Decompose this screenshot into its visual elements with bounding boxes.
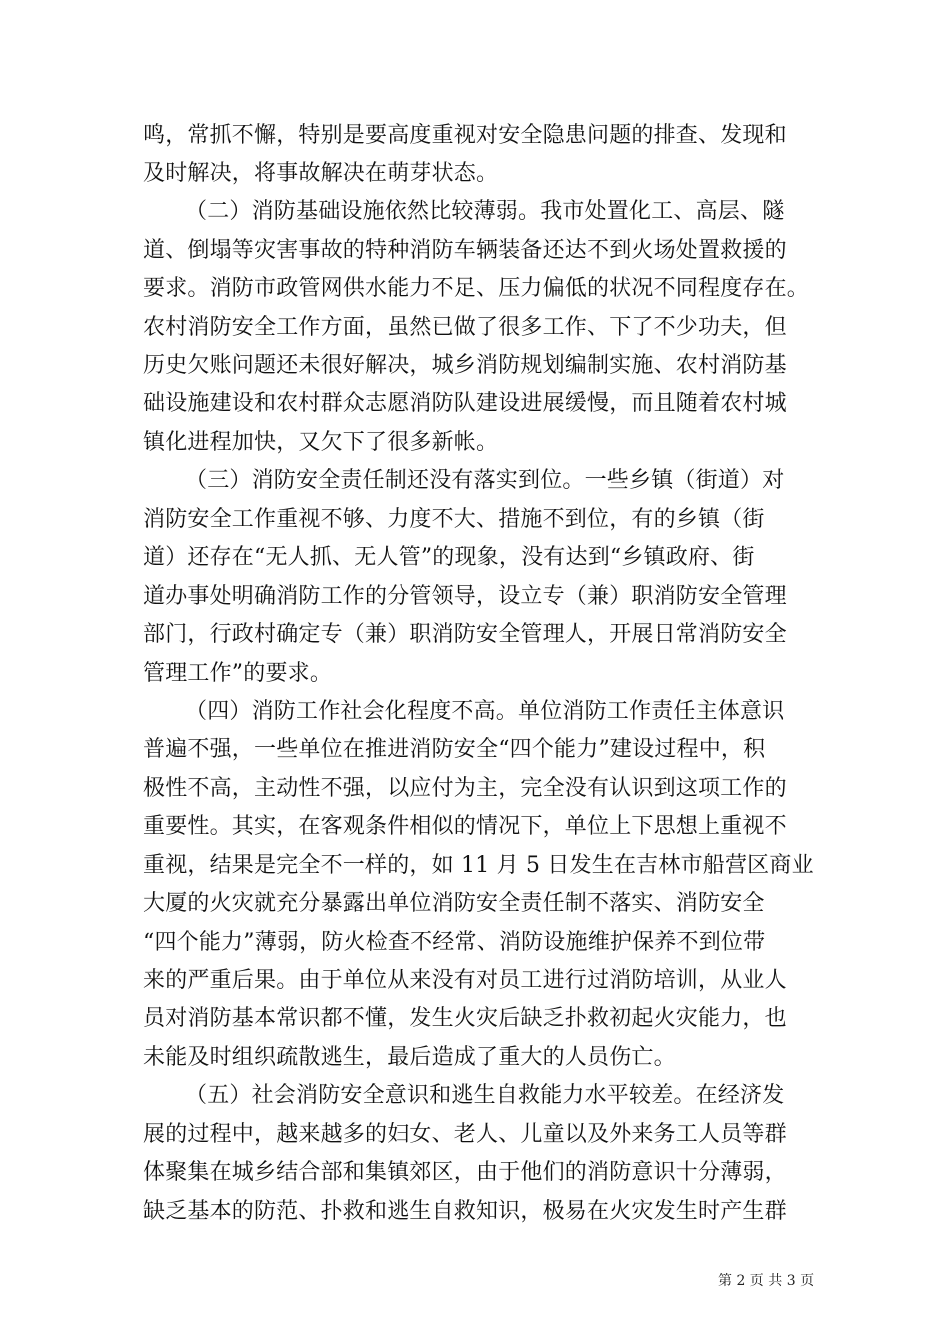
paragraph-heading-5: （五）社会消防安全意识和逃生自救能力水平较差。在经济发 [185, 1083, 785, 1108]
text-line: 展的过程中，越来越多的妇女、老人、儿童以及外来务工人员等群 [143, 1122, 787, 1147]
text-line: 历史欠账问题还未很好解决，城乡消防规划编制实施、农村消防基 [143, 353, 787, 378]
text-line: 农村消防安全工作方面，虽然已做了很多工作、下了不少功夫，但 [143, 315, 787, 340]
text-line: 重要性。其实，在客观条件相似的情况下，单位上下思想上重视不 [143, 814, 787, 839]
text-line: 体聚集在城乡结合部和集镇郊区，由于他们的消防意识十分薄弱， [143, 1160, 787, 1185]
text-line: 重视，结果是完全不一样的，如 11 月 5 日发生在吉林市船营区商业 [143, 853, 814, 878]
text-line: 鸣，常抓不懈，特别是要高度重视对安全隐患问题的排查、发现和 [143, 123, 787, 148]
text-line: 大厦的火灾就充分暴露出单位消防安全责任制不落实、消防安全 [143, 891, 765, 916]
paragraph-heading-4: （四）消防工作社会化程度不高。单位消防工作责任主体意识 [185, 699, 785, 724]
text-line: 极性不高，主动性不强，以应付为主，完全没有认识到这项工作的 [143, 776, 787, 801]
text-line: “四个能力”薄弱，防火检查不经常、消防设施维护保养不到位带 [143, 930, 766, 955]
text-line: 及时解决，将事故解决在萌芽状态。 [143, 161, 499, 186]
paragraph-heading-2: （二）消防基础设施依然比较薄弱。我市处置化工、高层、隧 [185, 199, 785, 224]
text-line: 消防安全工作重视不够、力度不大、措施不到位，有的乡镇（街 [143, 507, 765, 532]
page-number: 第 2 页 共 3 页 [718, 1273, 815, 1289]
text-line: 员对消防基本常识都不懂，发生火灾后缺乏扑救初起火灾能力，也 [143, 1006, 787, 1031]
text-line: 未能及时组织疏散逃生，最后造成了重大的人员伤亡。 [143, 1045, 676, 1070]
text-line: 础设施建设和农村群众志愿消防队建设进展缓慢，而且随着农村城 [143, 391, 787, 416]
text-line: 来的严重后果。由于单位从来没有对员工进行过消防培训，从业人 [143, 968, 787, 993]
text-line: 缺乏基本的防范、扑救和逃生自救知识，极易在火灾发生时产生群 [143, 1199, 787, 1224]
text-line: 道、倒塌等灾害事故的特种消防车辆装备还达不到火场处置救援的 [143, 238, 787, 263]
text-line: 道）还存在“无人抓、无人管”的现象，没有达到“乡镇政府、街 [143, 545, 755, 570]
text-line: 道办事处明确消防工作的分管领导，设立专（兼）职消防安全管理 [143, 584, 787, 609]
text-line: 镇化进程加快，又欠下了很多新帐。 [143, 430, 499, 455]
paragraph-heading-3: （三）消防安全责任制还没有落实到位。一些乡镇（街道）对 [185, 468, 785, 493]
text-line: 要求。消防市政管网供水能力不足、压力偏低的状况不同程度存在。 [143, 276, 810, 301]
text-line: 普遍不强，一些单位在推进消防安全“四个能力”建设过程中，积 [143, 737, 766, 762]
text-line: 管理工作”的要求。 [143, 661, 333, 686]
text-line: 部门，行政村确定专（兼）职消防安全管理人，开展日常消防安全 [143, 622, 787, 647]
